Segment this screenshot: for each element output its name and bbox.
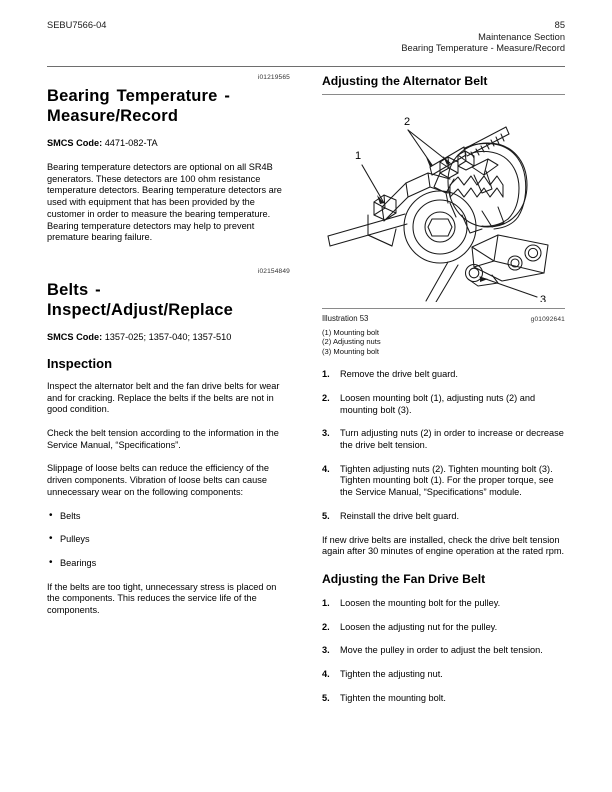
- running-head: [47, 20, 565, 55]
- fan-drive-belt-steps: [322, 598, 565, 705]
- inspection-subheading: Inspection: [47, 355, 113, 371]
- right-column: [322, 74, 565, 716]
- callout-2: 2: [404, 116, 411, 128]
- component-bullet-list: [47, 511, 290, 570]
- illustration-graphic-number: g01092641: [530, 316, 565, 323]
- heading-divider-1: [322, 94, 565, 95]
- step-item: Turn adjusting nuts (2) in order to increase or decrease the drive belt tension.: [340, 428, 564, 451]
- alternator-closing-paragraph: If new drive belts are installed, check the drive belt tension again after 30 minutes of engine operation at the rated rpm.: [322, 534, 565, 557]
- header-divider: [47, 66, 565, 67]
- illustration-divider: [322, 308, 565, 309]
- smcs-label-2: SMCS Code:: [47, 331, 103, 342]
- smcs-value-2: 1357-025; 1357-040; 1357-510: [104, 331, 232, 342]
- step-item: Tighten the mounting bolt.: [340, 692, 446, 703]
- step-item: Remove the drive belt guard.: [340, 369, 458, 380]
- legend-item: (3) Mounting bolt: [322, 346, 379, 356]
- illustration-caption-line: [322, 314, 565, 323]
- list-item: • Belts: [47, 511, 290, 523]
- step-item: Loosen mounting bolt (1), adjusting nuts (2) and mounting bolt (3).: [340, 392, 536, 415]
- step-item: Tighten the adjusting nut.: [340, 669, 443, 680]
- legend-item: (1) Mounting bolt: [322, 328, 379, 337]
- section-gap: [47, 256, 290, 268]
- section-doc-id-1: i01219565: [257, 74, 290, 81]
- legend-item: (2) Adjusting nuts: [322, 337, 381, 347]
- smcs-code-1: [47, 137, 290, 149]
- illustration-label: Illustration 53: [322, 314, 369, 323]
- smcs-code-2: [47, 331, 290, 343]
- fan-drive-belt-heading: Adjusting the Fan Drive Belt: [322, 571, 486, 586]
- list-item: • Pulleys: [47, 534, 290, 546]
- inspection-paragraph-1: Inspect the alternator belt and the fan drive belts for wear and for cracking. Replace the belts if the belts are not in good condition.: [47, 380, 280, 415]
- alternator-belt-heading: Adjusting the Alternator Belt: [322, 74, 488, 88]
- inspection-paragraph-4: If the belts are too tight, unnecessary stress is placed on the components. This reduces the service life of the components.: [47, 581, 277, 616]
- topic-name: Bearing Temperature - Measure/Record: [401, 43, 565, 54]
- alternator-belt-steps: [322, 369, 565, 522]
- publication-number: SEBU7566-04: [47, 20, 107, 30]
- smcs-value-1: 4471-082-TA: [104, 138, 158, 148]
- left-column: [47, 74, 290, 629]
- inspection-paragraph-2: Check the belt tension according to the information in the Service Manual, “Specifications”.: [47, 428, 279, 450]
- step-item: Loosen the adjusting nut for the pulley.: [340, 621, 498, 632]
- section-doc-id-2: i02154849: [257, 267, 290, 275]
- step-item: Reinstall the drive belt guard.: [340, 510, 459, 521]
- inspection-paragraph-3: Slippage of loose belts can reduce the efficiency of the driven components. Vibration of loose belts can cause unnecessary wear on the following components:: [47, 463, 270, 497]
- illustration-legend: [322, 328, 565, 356]
- alternator-assembly-diagram: [322, 107, 565, 302]
- callout-3: 3: [540, 294, 547, 302]
- step-item: Loosen the mounting bolt for the pulley.: [340, 597, 501, 608]
- section1-paragraph: Bearing temperature detectors are optional on all SR4B generators. These detectors are 100 ohm resistance temperature detectors. Bearing temperature detectors are used with equipment that has been provided by the customer in order to measure the bearing temperature. Bearing temperature detectors may help to prevent premature bearing failure.: [47, 162, 282, 243]
- section2-title: Belts - Inspect/Adjust/Replace: [47, 280, 233, 319]
- running-head-right: [401, 20, 565, 55]
- page-title: Bearing Temperature - Measure/Record: [47, 87, 231, 125]
- step-item: Move the pulley in order to adjust the belt tension.: [340, 645, 543, 656]
- step-item: Tighten adjusting nuts (2). Tighten mounting bolt (3). Tighten mounting bolt (1). For the proper torque, see the Service Manual, “Specifications” module.: [340, 463, 554, 498]
- section-name: Maintenance Section: [478, 31, 565, 42]
- page-number: 85: [554, 20, 565, 30]
- list-item: • Bearings: [47, 558, 290, 570]
- callout-1: 1: [355, 150, 362, 162]
- smcs-label-1: SMCS Code:: [47, 138, 103, 148]
- illustration-53: [322, 107, 565, 356]
